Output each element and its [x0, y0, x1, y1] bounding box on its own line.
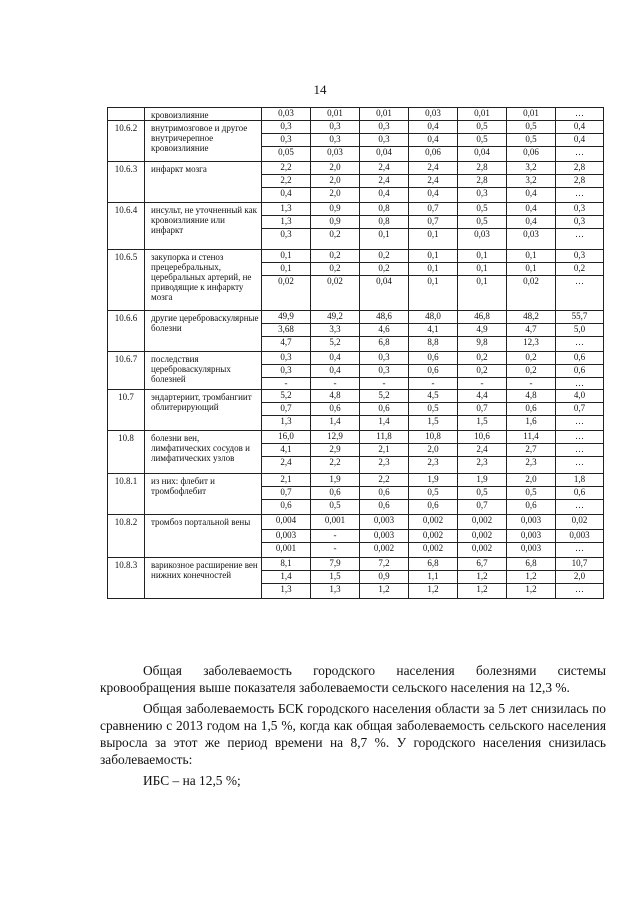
value-cell: 4,8	[311, 390, 360, 403]
value-cell: 1,3	[262, 416, 311, 431]
value-cell: …	[556, 444, 604, 457]
value-cell: 8,1	[262, 558, 311, 571]
value-cell: 0,4	[311, 352, 360, 365]
row-code: 10.6.4	[108, 203, 145, 250]
table-row	[108, 162, 604, 175]
row-disease-name: инсульт, не уточненный как кровоизлияние или инфаркт	[145, 203, 262, 250]
table-row	[108, 203, 604, 216]
value-cell: 0,02	[556, 515, 604, 530]
value-cell: …	[556, 337, 604, 352]
value-cell: 0,3	[360, 134, 409, 147]
value-cell: 0,6	[409, 365, 458, 378]
value-cell: 0,2	[360, 263, 409, 276]
row-code: 10.6.5	[108, 250, 145, 311]
table-row	[108, 390, 604, 403]
value-cell: 2,3	[458, 457, 507, 474]
value-cell: 1,2	[507, 571, 556, 584]
value-cell: 0,3	[262, 229, 311, 250]
value-cell: 0,6	[556, 487, 604, 500]
table-row	[108, 558, 604, 571]
value-cell: 0,003	[360, 530, 409, 543]
value-cell: 2,4	[409, 175, 458, 188]
value-cell: 0,5	[458, 487, 507, 500]
row-disease-name: последствия цереброваскулярных болезней	[145, 352, 262, 390]
value-cell: 1,2	[458, 571, 507, 584]
paragraph: Общая заболеваемость БСК городского населения области за 5 лет снизилась по сравнению с 2013 годом на 1,5 %, когда как общая заболеваемость сельского населения выросла за этот же период времени на 8,7 %. У городского населения снизилась заболеваемость:	[100, 701, 606, 767]
value-cell: 1,2	[458, 584, 507, 599]
value-cell: 0,3	[311, 121, 360, 134]
value-cell: 3,68	[262, 324, 311, 337]
value-cell: 0,4	[556, 134, 604, 147]
value-cell: 12,9	[311, 431, 360, 444]
value-cell: 0,1	[409, 263, 458, 276]
value-cell: 0,4	[409, 134, 458, 147]
value-cell: 2,3	[409, 457, 458, 474]
value-cell: 0,2	[556, 263, 604, 276]
value-cell: 0,5	[458, 134, 507, 147]
value-cell: 9,8	[458, 337, 507, 352]
page-number: 14	[313, 82, 327, 97]
value-cell: 1,2	[409, 584, 458, 599]
value-cell: 0,3	[262, 365, 311, 378]
value-cell: 2,0	[311, 162, 360, 175]
value-cell: 1,5	[458, 416, 507, 431]
value-cell: 0,6	[360, 500, 409, 515]
value-cell: 4,5	[409, 390, 458, 403]
value-cell: 10,6	[458, 431, 507, 444]
value-cell: -	[311, 378, 360, 390]
value-cell: 0,1	[507, 263, 556, 276]
value-cell: 0,6	[556, 365, 604, 378]
value-cell: 1,8	[556, 474, 604, 487]
value-cell: 2,4	[360, 162, 409, 175]
value-cell: 0,4	[507, 203, 556, 216]
value-cell: 5,0	[556, 324, 604, 337]
value-cell: 0,6	[507, 403, 556, 416]
value-cell: 0,003	[556, 530, 604, 543]
value-cell: 0,6	[409, 500, 458, 515]
value-cell: 0,3	[360, 352, 409, 365]
value-cell: 4,7	[507, 324, 556, 337]
value-cell: 0,1	[360, 229, 409, 250]
value-cell: 1,5	[409, 416, 458, 431]
value-cell: 0,01	[458, 108, 507, 121]
value-cell: 0,05	[262, 147, 311, 162]
value-cell: 10,7	[556, 558, 604, 571]
value-cell: 4,7	[262, 337, 311, 352]
value-cell: 6,8	[507, 558, 556, 571]
value-cell: …	[556, 108, 604, 121]
value-cell: 0,2	[507, 365, 556, 378]
value-cell: 16,0	[262, 431, 311, 444]
value-cell: 0,002	[409, 543, 458, 558]
value-cell: 4,9	[458, 324, 507, 337]
value-cell: 2,0	[507, 474, 556, 487]
value-cell: 0,1	[409, 276, 458, 311]
table-row	[108, 121, 604, 134]
value-cell: …	[556, 500, 604, 515]
value-cell: 0,1	[262, 263, 311, 276]
value-cell: 0,6	[311, 403, 360, 416]
value-cell: 0,04	[458, 147, 507, 162]
value-cell: 0,004	[262, 515, 311, 530]
value-cell: 0,2	[311, 263, 360, 276]
value-cell: 6,7	[458, 558, 507, 571]
value-cell: 0,5	[458, 216, 507, 229]
value-cell: 0,1	[262, 250, 311, 263]
value-cell: 0,04	[360, 147, 409, 162]
row-disease-name: эндартериит, тромбангиит облитерирующий	[145, 390, 262, 431]
value-cell: 1,3	[311, 584, 360, 599]
value-cell: 2,9	[311, 444, 360, 457]
value-cell: 0,1	[458, 250, 507, 263]
value-cell: 0,3	[458, 188, 507, 203]
value-cell: 2,0	[311, 188, 360, 203]
value-cell: 0,002	[409, 515, 458, 530]
value-cell: 0,2	[507, 352, 556, 365]
value-cell: -	[262, 378, 311, 390]
value-cell: 11,4	[507, 431, 556, 444]
table-row	[108, 515, 604, 530]
value-cell: 2,2	[262, 162, 311, 175]
row-disease-name: кровоизлияние	[145, 108, 262, 121]
value-cell: 2,3	[507, 457, 556, 474]
row-code: 10.8.1	[108, 474, 145, 515]
table-row	[108, 108, 604, 121]
value-cell: 2,2	[360, 474, 409, 487]
value-cell: 3,2	[507, 175, 556, 188]
value-cell: 11,8	[360, 431, 409, 444]
value-cell: 0,6	[311, 487, 360, 500]
value-cell: 0,5	[458, 121, 507, 134]
value-cell: 0,3	[262, 121, 311, 134]
row-disease-name: варикозное расширение вен нижних конечностей	[145, 558, 262, 599]
value-cell: -	[311, 543, 360, 558]
value-cell: 1,9	[311, 474, 360, 487]
value-cell: 0,2	[311, 229, 360, 250]
row-code: 10.8	[108, 431, 145, 474]
value-cell: 49,9	[262, 311, 311, 324]
row-code: 10.7	[108, 390, 145, 431]
row-disease-name: другие цереброваскулярные болезни	[145, 311, 262, 352]
value-cell: 0,003	[507, 530, 556, 543]
value-cell: 0,9	[360, 571, 409, 584]
value-cell: 2,8	[556, 175, 604, 188]
table-row	[108, 352, 604, 365]
value-cell: 2,4	[360, 175, 409, 188]
value-cell: 55,7	[556, 311, 604, 324]
value-cell: 0,1	[458, 276, 507, 311]
table-row	[108, 431, 604, 444]
value-cell: -	[458, 378, 507, 390]
value-cell: 0,003	[507, 543, 556, 558]
value-cell: 0,6	[360, 487, 409, 500]
value-cell: 6,8	[409, 558, 458, 571]
paragraph: Общая заболеваемость городского населения болезнями системы кровообращения выше показателя заболеваемости сельского населения на 12,3 %.	[100, 663, 606, 695]
value-cell: 2,4	[458, 444, 507, 457]
value-cell: 0,02	[311, 276, 360, 311]
value-cell: 4,6	[360, 324, 409, 337]
value-cell: 1,3	[262, 216, 311, 229]
row-disease-name: внутримозговое и другое внутричерепное кровоизлияние	[145, 121, 262, 162]
value-cell: 0,7	[556, 403, 604, 416]
value-cell: 2,4	[262, 457, 311, 474]
value-cell: 0,6	[409, 352, 458, 365]
body-text	[100, 662, 606, 789]
value-cell: 0,7	[409, 216, 458, 229]
value-cell: 0,02	[507, 276, 556, 311]
value-cell: 0,3	[311, 134, 360, 147]
value-cell: 1,4	[311, 416, 360, 431]
value-cell: 10,8	[409, 431, 458, 444]
value-cell: 1,4	[262, 571, 311, 584]
value-cell: 0,9	[311, 216, 360, 229]
value-cell: 0,002	[409, 530, 458, 543]
value-cell: 2,8	[458, 162, 507, 175]
value-cell: 0,4	[507, 188, 556, 203]
row-code: 10.8.2	[108, 515, 145, 558]
paragraph: ИБС – на 12,5 %;	[143, 773, 241, 788]
value-cell: 49,2	[311, 311, 360, 324]
value-cell: 2,8	[556, 162, 604, 175]
value-cell: 0,003	[507, 515, 556, 530]
value-cell: -	[360, 378, 409, 390]
value-cell: 12,3	[507, 337, 556, 352]
value-cell: -	[409, 378, 458, 390]
value-cell: 2,1	[262, 474, 311, 487]
value-cell: 2,0	[556, 571, 604, 584]
value-cell: 0,9	[311, 203, 360, 216]
row-disease-name: из них: флебит и тромбофлебит	[145, 474, 262, 515]
value-cell: 1,6	[507, 416, 556, 431]
value-cell: 3,3	[311, 324, 360, 337]
value-cell: 0,002	[458, 530, 507, 543]
value-cell: 0,5	[507, 134, 556, 147]
value-cell: 0,06	[507, 147, 556, 162]
value-cell: 7,2	[360, 558, 409, 571]
row-disease-name: закупорка и стеноз прецеребральных, церебральных артерий, не приводящие к инфаркту мозга	[145, 250, 262, 311]
value-cell: 0,003	[360, 515, 409, 530]
value-cell: 0,3	[556, 203, 604, 216]
value-cell: 1,3	[262, 203, 311, 216]
value-cell: 4,8	[507, 390, 556, 403]
table-row	[108, 474, 604, 487]
value-cell: 0,01	[311, 108, 360, 121]
value-cell: 0,4	[409, 188, 458, 203]
value-cell: 0,03	[409, 108, 458, 121]
value-cell: 0,5	[409, 487, 458, 500]
value-cell: -	[507, 378, 556, 390]
value-cell: 0,1	[409, 229, 458, 250]
value-cell: 2,2	[262, 175, 311, 188]
value-cell: 0,7	[262, 487, 311, 500]
value-cell: 0,4	[556, 121, 604, 134]
value-cell: 0,2	[458, 352, 507, 365]
value-cell: 0,4	[262, 188, 311, 203]
value-cell: 0,4	[360, 188, 409, 203]
table-row	[108, 311, 604, 324]
value-cell: 0,4	[507, 216, 556, 229]
value-cell: 0,3	[360, 121, 409, 134]
value-cell: 4,4	[458, 390, 507, 403]
value-cell: 0,4	[311, 365, 360, 378]
value-cell: 1,9	[409, 474, 458, 487]
value-cell: 0,2	[458, 365, 507, 378]
value-cell: 1,9	[458, 474, 507, 487]
value-cell: 0,8	[360, 216, 409, 229]
value-cell: 0,7	[458, 500, 507, 515]
row-code: 10.8.3	[108, 558, 145, 599]
value-cell: 0,3	[360, 365, 409, 378]
value-cell: …	[556, 147, 604, 162]
value-cell: 0,6	[507, 500, 556, 515]
value-cell: 0,001	[262, 543, 311, 558]
value-cell: 0,2	[360, 250, 409, 263]
value-cell: 0,8	[360, 203, 409, 216]
value-cell: …	[556, 416, 604, 431]
value-cell: …	[556, 457, 604, 474]
value-cell: 7,9	[311, 558, 360, 571]
value-cell: 0,03	[311, 147, 360, 162]
value-cell: 5,2	[311, 337, 360, 352]
value-cell: 0,7	[458, 403, 507, 416]
value-cell: 0,3	[556, 216, 604, 229]
value-cell: 0,01	[360, 108, 409, 121]
value-cell: …	[556, 378, 604, 390]
value-cell: 1,5	[311, 571, 360, 584]
value-cell: 0,002	[458, 515, 507, 530]
table-body	[108, 108, 604, 599]
value-cell: 0,7	[262, 403, 311, 416]
value-cell: 0,5	[507, 121, 556, 134]
value-cell: 0,7	[409, 203, 458, 216]
value-cell: 1,4	[360, 416, 409, 431]
value-cell: …	[556, 543, 604, 558]
row-disease-name: тромбоз портальной вены	[145, 515, 262, 558]
value-cell: 0,03	[507, 229, 556, 250]
row-code: 10.6.2	[108, 121, 145, 162]
value-cell: 0,5	[409, 403, 458, 416]
value-cell: 1,2	[360, 584, 409, 599]
value-cell: 4,1	[409, 324, 458, 337]
value-cell: 1,1	[409, 571, 458, 584]
value-cell: 0,03	[262, 108, 311, 121]
value-cell: 48,0	[409, 311, 458, 324]
value-cell: 0,2	[311, 250, 360, 263]
value-cell: 1,2	[507, 584, 556, 599]
value-cell: 2,0	[409, 444, 458, 457]
value-cell: 2,1	[360, 444, 409, 457]
value-cell: 0,04	[360, 276, 409, 311]
row-code: 10.6.7	[108, 352, 145, 390]
value-cell: 0,5	[458, 203, 507, 216]
value-cell: …	[556, 188, 604, 203]
value-cell: …	[556, 276, 604, 311]
value-cell: 6,8	[360, 337, 409, 352]
value-cell: 0,3	[262, 352, 311, 365]
value-cell: 0,1	[507, 250, 556, 263]
value-cell: …	[556, 584, 604, 599]
value-cell: 2,7	[507, 444, 556, 457]
value-cell: 1,3	[262, 584, 311, 599]
morbidity-table-container	[107, 107, 603, 599]
row-disease-name: болезни вен, лимфатических сосудов и лимфатических узлов	[145, 431, 262, 474]
table-row	[108, 250, 604, 263]
value-cell: 0,3	[262, 134, 311, 147]
value-cell: -	[311, 530, 360, 543]
value-cell: 3,2	[507, 162, 556, 175]
value-cell: 2,2	[311, 457, 360, 474]
value-cell: 0,6	[262, 500, 311, 515]
value-cell: 4,0	[556, 390, 604, 403]
value-cell: 0,001	[311, 515, 360, 530]
value-cell: 2,3	[360, 457, 409, 474]
value-cell: 0,6	[360, 403, 409, 416]
value-cell: 0,002	[360, 543, 409, 558]
value-cell: 0,5	[311, 500, 360, 515]
value-cell: 48,6	[360, 311, 409, 324]
value-cell: 4,1	[262, 444, 311, 457]
value-cell: 0,1	[409, 250, 458, 263]
value-cell: 0,4	[409, 121, 458, 134]
row-disease-name: инфаркт мозга	[145, 162, 262, 203]
row-code	[108, 108, 145, 121]
value-cell: 2,0	[311, 175, 360, 188]
value-cell: 8,8	[409, 337, 458, 352]
value-cell: 0,02	[262, 276, 311, 311]
value-cell: 46,8	[458, 311, 507, 324]
value-cell: 0,06	[409, 147, 458, 162]
value-cell: 0,002	[458, 543, 507, 558]
value-cell: 2,4	[409, 162, 458, 175]
value-cell: …	[556, 431, 604, 444]
morbidity-table	[107, 107, 604, 599]
value-cell: 0,6	[556, 352, 604, 365]
value-cell: 48,2	[507, 311, 556, 324]
value-cell: 0,03	[458, 229, 507, 250]
row-code: 10.6.6	[108, 311, 145, 352]
value-cell: 5,2	[262, 390, 311, 403]
value-cell: 5,2	[360, 390, 409, 403]
value-cell: …	[556, 229, 604, 250]
value-cell: 0,01	[507, 108, 556, 121]
value-cell: 2,8	[458, 175, 507, 188]
value-cell: 0,5	[507, 487, 556, 500]
value-cell: 0,003	[262, 530, 311, 543]
value-cell: 0,3	[556, 250, 604, 263]
row-code: 10.6.3	[108, 162, 145, 203]
value-cell: 0,1	[458, 263, 507, 276]
